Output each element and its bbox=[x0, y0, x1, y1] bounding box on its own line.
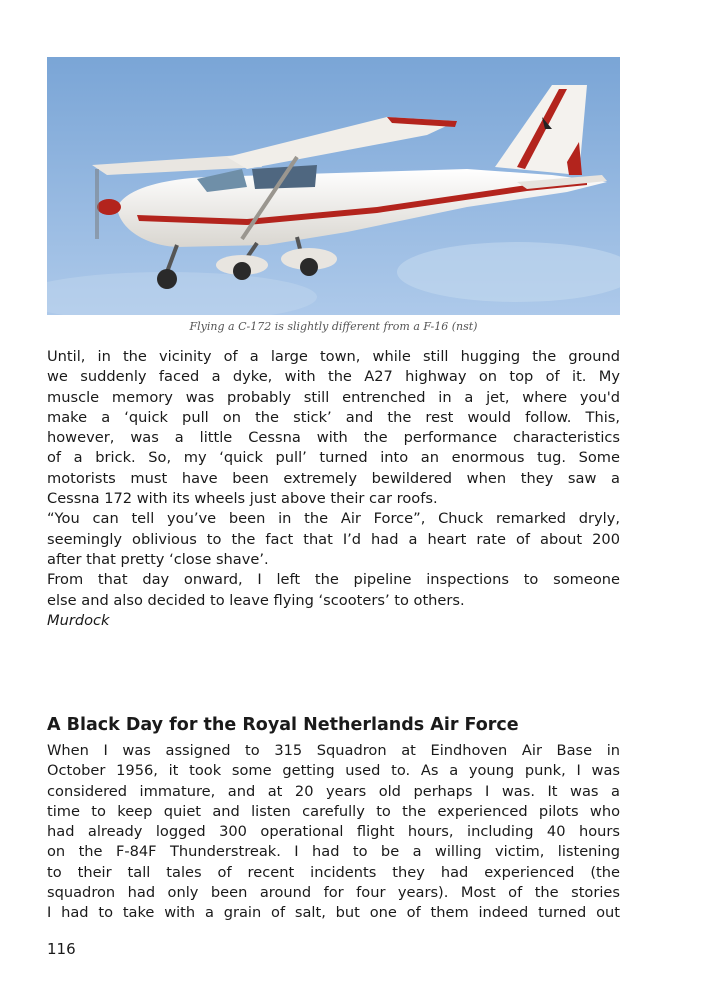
text-line: else and also decided to leave flying ‘scooters’ to others. bbox=[47, 591, 465, 609]
text-line: after that pretty ‘close shave’. bbox=[47, 550, 269, 568]
author-signature: Murdock bbox=[47, 611, 110, 629]
cessna-photo bbox=[47, 57, 620, 315]
text-line: however, was a little Cessna with the performance characteristics bbox=[47, 429, 620, 447]
text-line: seemingly oblivious to the fact that I’d had a heart rate of about 200 bbox=[47, 530, 620, 548]
text-line: From that day onward, I left the pipeline inspections to someone bbox=[47, 571, 620, 589]
page-number: 116 bbox=[47, 940, 76, 958]
text-line: Cessna 172 with its wheels just above their car roofs. bbox=[47, 490, 438, 508]
text-line: time to keep quiet and listen carefully to the experienced pilots who bbox=[47, 802, 620, 820]
text-line: make a ‘quick pull on the stick’ and the rest would follow. This, bbox=[47, 408, 620, 426]
text-line: muscle memory was probably still entrenched in a jet, where you'd bbox=[47, 388, 620, 406]
text-line: considered immature, and at 20 years old perhaps I was. It was a bbox=[47, 782, 620, 800]
photo-caption: Flying a C-172 is slightly different from a F-16 (nst) bbox=[189, 320, 478, 333]
text-line: had already logged 300 operational flight hours, including 40 hours bbox=[47, 823, 620, 841]
text-line: October 1956, it took some getting used to. As a young punk, I was bbox=[47, 762, 620, 780]
text-line: we suddenly faced a dyke, with the A27 highway on top of it. My bbox=[47, 368, 620, 386]
text-line: motorists must have been extremely bewildered when they saw a bbox=[47, 469, 620, 487]
text-line: When I was assigned to 315 Squadron at Eindhoven Air Base in bbox=[47, 742, 620, 759]
cessna-airplane-illustration bbox=[47, 57, 620, 315]
text-line: I had to take with a grain of salt, but one of them indeed turned out bbox=[47, 904, 620, 922]
text-line: of a brick. So, my ‘quick pull’ turned into an enormous tug. Some bbox=[47, 449, 620, 467]
text-line: on the F-84F Thunderstreak. I had to be a willing victim, listening bbox=[47, 843, 620, 861]
text-line: to their tall tales of recent incidents they had experienced (the bbox=[47, 863, 620, 881]
text-line: “You can tell you’ve been in the Air Force”, Chuck remarked dryly, bbox=[47, 510, 620, 528]
text-line: squadron had only been around for four years). Most of the stories bbox=[47, 884, 620, 902]
story-paragraphs bbox=[47, 347, 620, 631]
section-heading: A Black Day for the Royal Netherlands Air Force bbox=[47, 715, 519, 735]
section-paragraph bbox=[47, 741, 620, 924]
text-line: Until, in the vicinity of a large town, while still hugging the ground bbox=[47, 348, 620, 365]
